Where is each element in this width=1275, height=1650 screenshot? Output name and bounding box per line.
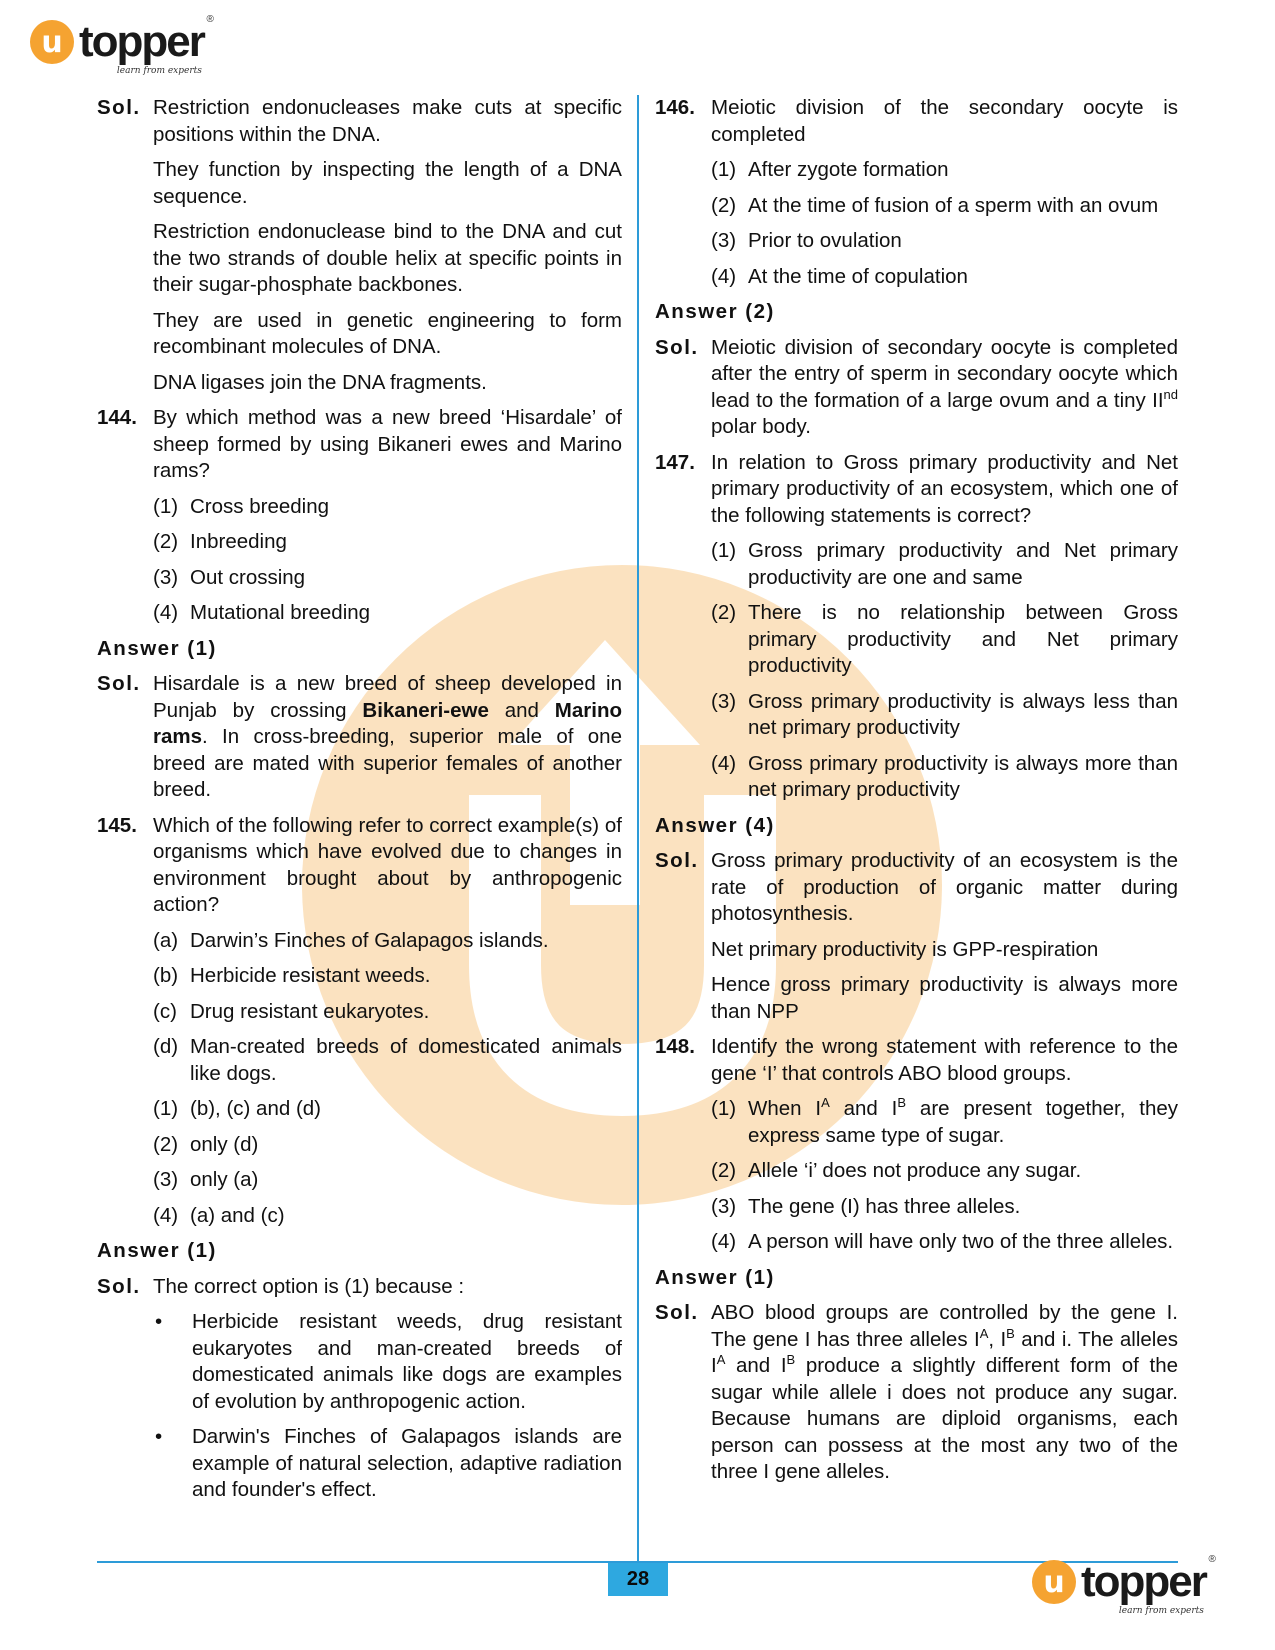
option: (1) Cross breeding <box>153 494 330 518</box>
question-147 <box>655 450 1178 530</box>
solution-label: Sol. <box>97 96 141 119</box>
solution-143: Sol. Restriction endonucleases make cuts at specific positions within the DNA. <box>97 95 622 148</box>
page-number: 28 <box>608 1563 668 1596</box>
option: (2) There is no relationship between Gross primary productivity and Net primary productivity <box>711 601 1178 677</box>
answer-148: Answer (1) <box>655 1265 775 1289</box>
statement: (a) Darwin’s Finches of Galapagos islands. <box>153 928 549 952</box>
option: (4) At the time of copulation <box>711 264 968 288</box>
question-144 <box>97 405 622 485</box>
solution-label: Sol. <box>97 1274 141 1298</box>
option: (1) After zygote formation <box>711 158 949 181</box>
question-number: 144. <box>97 406 137 429</box>
column-divider <box>637 95 639 1563</box>
brand-logo-footer <box>1032 1554 1216 1616</box>
question-146 <box>655 95 1178 148</box>
option: (2) At the time of fusion of a sperm with an ovum <box>711 193 1159 217</box>
registered-mark: ® <box>1208 1554 1216 1565</box>
solution-144: Sol. Hisardale is a new breed of sheep developed in Punjab by crossing Bikaneri-ewe and Marino rams. In cross-breeding, superior male of one breed are mated with superior females of another breed. <box>97 671 622 804</box>
bullet-item: • Herbicide resistant weeds, drug resistant eukaryotes and man-created breeds of domesticated animals like dogs are examples of evolution by anthropogenic action. <box>155 1310 622 1413</box>
solution-paragraph: Restriction endonuclease bind to the DNA and cut the two strands of double helix at specific points in their sugar-phosphate backbones. <box>153 220 622 296</box>
solution-label: Sol. <box>97 672 141 695</box>
brand-tagline: learn from experts <box>1118 1606 1204 1616</box>
brand-tagline: learn from experts <box>116 66 202 76</box>
option: (2) Allele ‘i’ does not produce any sugar. <box>711 1159 1082 1182</box>
option: (3) Out crossing <box>153 565 306 589</box>
logo-u-icon: u <box>30 20 74 64</box>
question-text: Identify the wrong statement with reference to the gene ‘I’ that controls ABO blood groups. <box>711 1035 1178 1085</box>
question-148 <box>655 1034 1178 1087</box>
question-number: 146. <box>655 96 695 119</box>
solution-146: Sol. Meiotic division of secondary oocyte is completed after the entry of sperm in secondary oocyte which lead to the formation of a large ovum and a tiny IInd polar body. <box>655 335 1178 441</box>
option: (1) (b), (c) and (d) <box>153 1097 321 1120</box>
option: (4) A person will have only two of the three alleles. <box>711 1230 1174 1253</box>
statement: (b) Herbicide resistant weeds. <box>153 964 431 987</box>
question-number: 147. <box>655 450 695 474</box>
brand-logo <box>30 14 214 76</box>
question-text: Meiotic division of the secondary oocyte is completed <box>711 96 1178 146</box>
left-column <box>97 95 622 1513</box>
solution-148: Sol. ABO blood groups are controlled by the gene I. The gene I has three alleles $I^A$, $I^B$ and i. The alleles $I^A$ and $I^B$ produce a slightly different form of the sugar while allele i does not produce any sugar. Because humans are diploid organisms, each person can possess at the most any two of the three I gene alleles. <box>655 1300 1178 1486</box>
option: (3) only (a) <box>153 1168 259 1191</box>
question-number: 145. <box>97 813 137 837</box>
answer-146: Answer (2) <box>655 300 775 323</box>
question-text: In relation to Gross primary productivity and Net primary productivity of an ecosystem, which one of the following statements is correct? <box>711 450 1178 527</box>
registered-mark: ® <box>206 14 214 25</box>
solution-label: Sol. <box>655 1301 699 1324</box>
statement: (d) Man-created breeds of domesticated animals like dogs. <box>153 1035 622 1085</box>
option: (4) Gross primary productivity is always more than net primary productivity <box>711 751 1178 801</box>
brand-name: topper <box>1081 1557 1206 1606</box>
solution-paragraph: Net primary productivity is GPP-respiration <box>711 937 1099 961</box>
question-text: Which of the following refer to correct example(s) of organisms which have evolved due to changes in environment brought about by anthropogenic action? <box>153 813 622 916</box>
solution-145: Sol. The correct option is (1) because : <box>97 1274 622 1301</box>
option: (4) Mutational breeding <box>153 601 371 624</box>
right-column <box>655 95 1178 1495</box>
statement: (c) Drug resistant eukaryotes. <box>153 999 430 1023</box>
question-text: By which method was a new breed ‘Hisardale’ of sheep formed by using Bikaneri ewes and Marino rams? <box>153 406 622 482</box>
option: (2) only (d) <box>153 1132 259 1156</box>
solution-paragraph: DNA ligases join the DNA fragments. <box>153 370 487 394</box>
question-145 <box>97 813 622 919</box>
option: (2) Inbreeding <box>153 530 287 553</box>
answer-144: Answer (1) <box>97 636 217 660</box>
bullet-item: • Darwin's Finches of Galapagos islands are example of natural selection, adaptive radiation and founder's effect. <box>155 1425 622 1501</box>
solution-paragraph: Hence gross primary productivity is always more than NPP <box>711 973 1178 1023</box>
brand-name: topper <box>79 17 204 66</box>
answer-147: Answer (4) <box>655 813 775 837</box>
solution-label: Sol. <box>655 335 699 359</box>
option: (3) The gene (I) has three alleles. <box>711 1194 1021 1218</box>
logo-u-icon: u <box>1032 1560 1076 1604</box>
solution-paragraph: They are used in genetic engineering to form recombinant molecules of DNA. <box>153 308 622 358</box>
option: (4) (a) and (c) <box>153 1203 285 1227</box>
solution-label: Sol. <box>655 849 699 872</box>
solution-paragraph: They function by inspecting the length of a DNA sequence. <box>153 158 622 208</box>
option: (3) Gross primary productivity is always less than net primary productivity <box>711 689 1178 739</box>
solution-147: Sol. Gross primary productivity of an ecosystem is the rate of production of organic matter during photosynthesis. <box>655 848 1178 928</box>
question-number: 148. <box>655 1035 695 1058</box>
option: (3) Prior to ovulation <box>711 229 902 252</box>
option: (1) Gross primary productivity and Net primary productivity are one and same <box>711 539 1178 589</box>
option: (1) When $I^A$ and $I^B$ are present together, they express same type of sugar. <box>711 1095 1179 1147</box>
answer-145: Answer (1) <box>97 1239 217 1262</box>
